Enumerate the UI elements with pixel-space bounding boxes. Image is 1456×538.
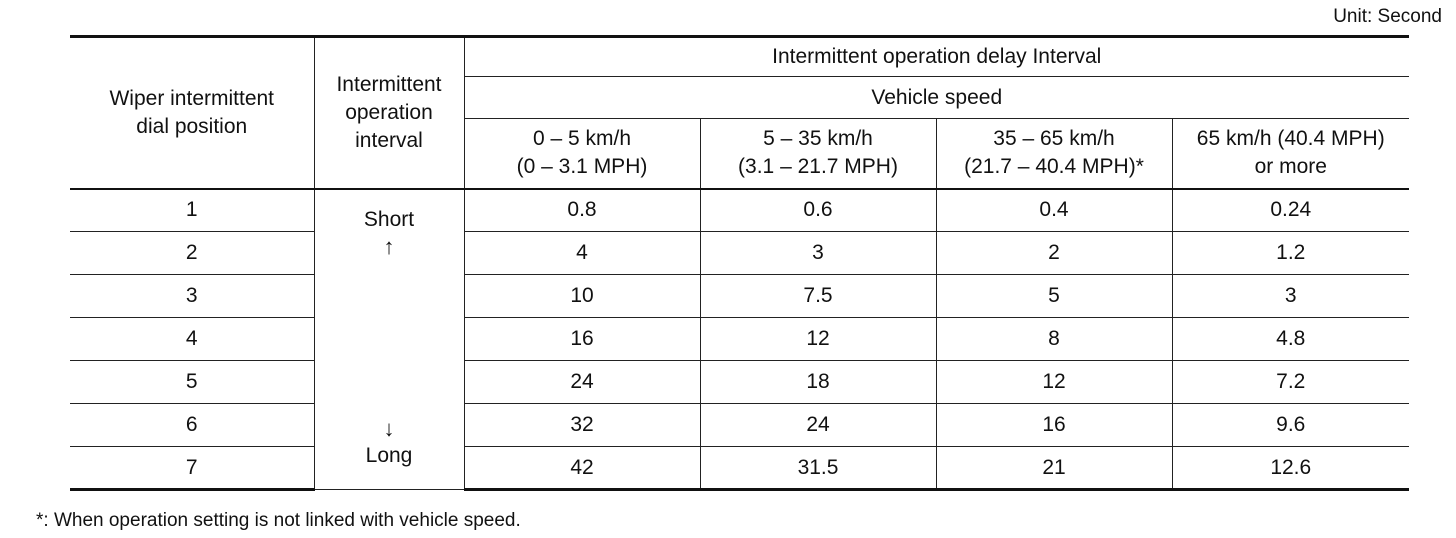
dial-position-cell: 6 bbox=[70, 404, 314, 447]
header-speed-35-65: 35 – 65 km/h (21.7 – 40.4 MPH)* bbox=[936, 119, 1172, 189]
dial-position-cell: 2 bbox=[70, 232, 314, 275]
value-cell: 7.5 bbox=[700, 275, 936, 318]
header-speed-5-35: 5 – 35 km/h (3.1 – 21.7 MPH) bbox=[700, 119, 936, 189]
header-operation-interval: Intermittent operation interval bbox=[314, 37, 464, 189]
value-cell: 0.4 bbox=[936, 189, 1172, 232]
value-cell: 10 bbox=[464, 275, 700, 318]
dial-position-cell: 5 bbox=[70, 361, 314, 404]
header-dial-position: Wiper intermittent dial position bbox=[70, 37, 314, 189]
table-row bbox=[70, 404, 1409, 447]
short-label: Short bbox=[363, 207, 415, 231]
dial-position-cell: 1 bbox=[70, 189, 314, 232]
value-cell: 31.5 bbox=[700, 447, 936, 490]
value-cell: 5 bbox=[936, 275, 1172, 318]
value-cell: 0.6 bbox=[700, 189, 936, 232]
value-cell: 4.8 bbox=[1172, 318, 1409, 361]
dial-position-cell: 7 bbox=[70, 447, 314, 490]
value-cell: 1.2 bbox=[1172, 232, 1409, 275]
table-row bbox=[70, 361, 1409, 404]
dial-position-cell: 3 bbox=[70, 275, 314, 318]
value-cell: 12.6 bbox=[1172, 447, 1409, 490]
wiper-interval-table bbox=[70, 35, 1409, 491]
value-cell: 32 bbox=[464, 404, 700, 447]
value-cell: 24 bbox=[700, 404, 936, 447]
header-speed-65-plus: 65 km/h (40.4 MPH) or more bbox=[1172, 119, 1409, 189]
value-cell: 42 bbox=[464, 447, 700, 490]
value-cell: 12 bbox=[936, 361, 1172, 404]
table-row bbox=[70, 318, 1409, 361]
unit-label: Unit: Second bbox=[1333, 6, 1442, 27]
value-cell: 8 bbox=[936, 318, 1172, 361]
value-cell: 2 bbox=[936, 232, 1172, 275]
value-cell: 12 bbox=[700, 318, 936, 361]
header-delay-interval: Intermittent operation delay Interval bbox=[464, 37, 1409, 77]
value-cell: 0.8 bbox=[464, 189, 700, 232]
table-row bbox=[70, 275, 1409, 318]
value-cell: 0.24 bbox=[1172, 189, 1409, 232]
value-cell: 9.6 bbox=[1172, 404, 1409, 447]
value-cell: 4 bbox=[464, 232, 700, 275]
value-cell: 16 bbox=[464, 318, 700, 361]
value-cell: 3 bbox=[700, 232, 936, 275]
value-cell: 16 bbox=[936, 404, 1172, 447]
value-cell: 18 bbox=[700, 361, 936, 404]
long-label: Long bbox=[365, 444, 413, 467]
footnote: *: When operation setting is not linked with vehicle speed. bbox=[36, 510, 521, 531]
table-row bbox=[70, 447, 1409, 490]
header-speed-0-5: 0 – 5 km/h (0 – 3.1 MPH) bbox=[464, 119, 700, 189]
interval-scale-cell bbox=[314, 189, 464, 490]
down-arrow-icon: ↓ bbox=[383, 416, 395, 441]
dial-position-cell: 4 bbox=[70, 318, 314, 361]
table-row bbox=[70, 232, 1409, 275]
value-cell: 24 bbox=[464, 361, 700, 404]
header-vehicle-speed: Vehicle speed bbox=[464, 77, 1409, 119]
table-row bbox=[70, 189, 1409, 232]
value-cell: 3 bbox=[1172, 275, 1409, 318]
value-cell: 21 bbox=[936, 447, 1172, 490]
value-cell: 7.2 bbox=[1172, 361, 1409, 404]
up-arrow-icon: ↑ bbox=[383, 233, 395, 259]
